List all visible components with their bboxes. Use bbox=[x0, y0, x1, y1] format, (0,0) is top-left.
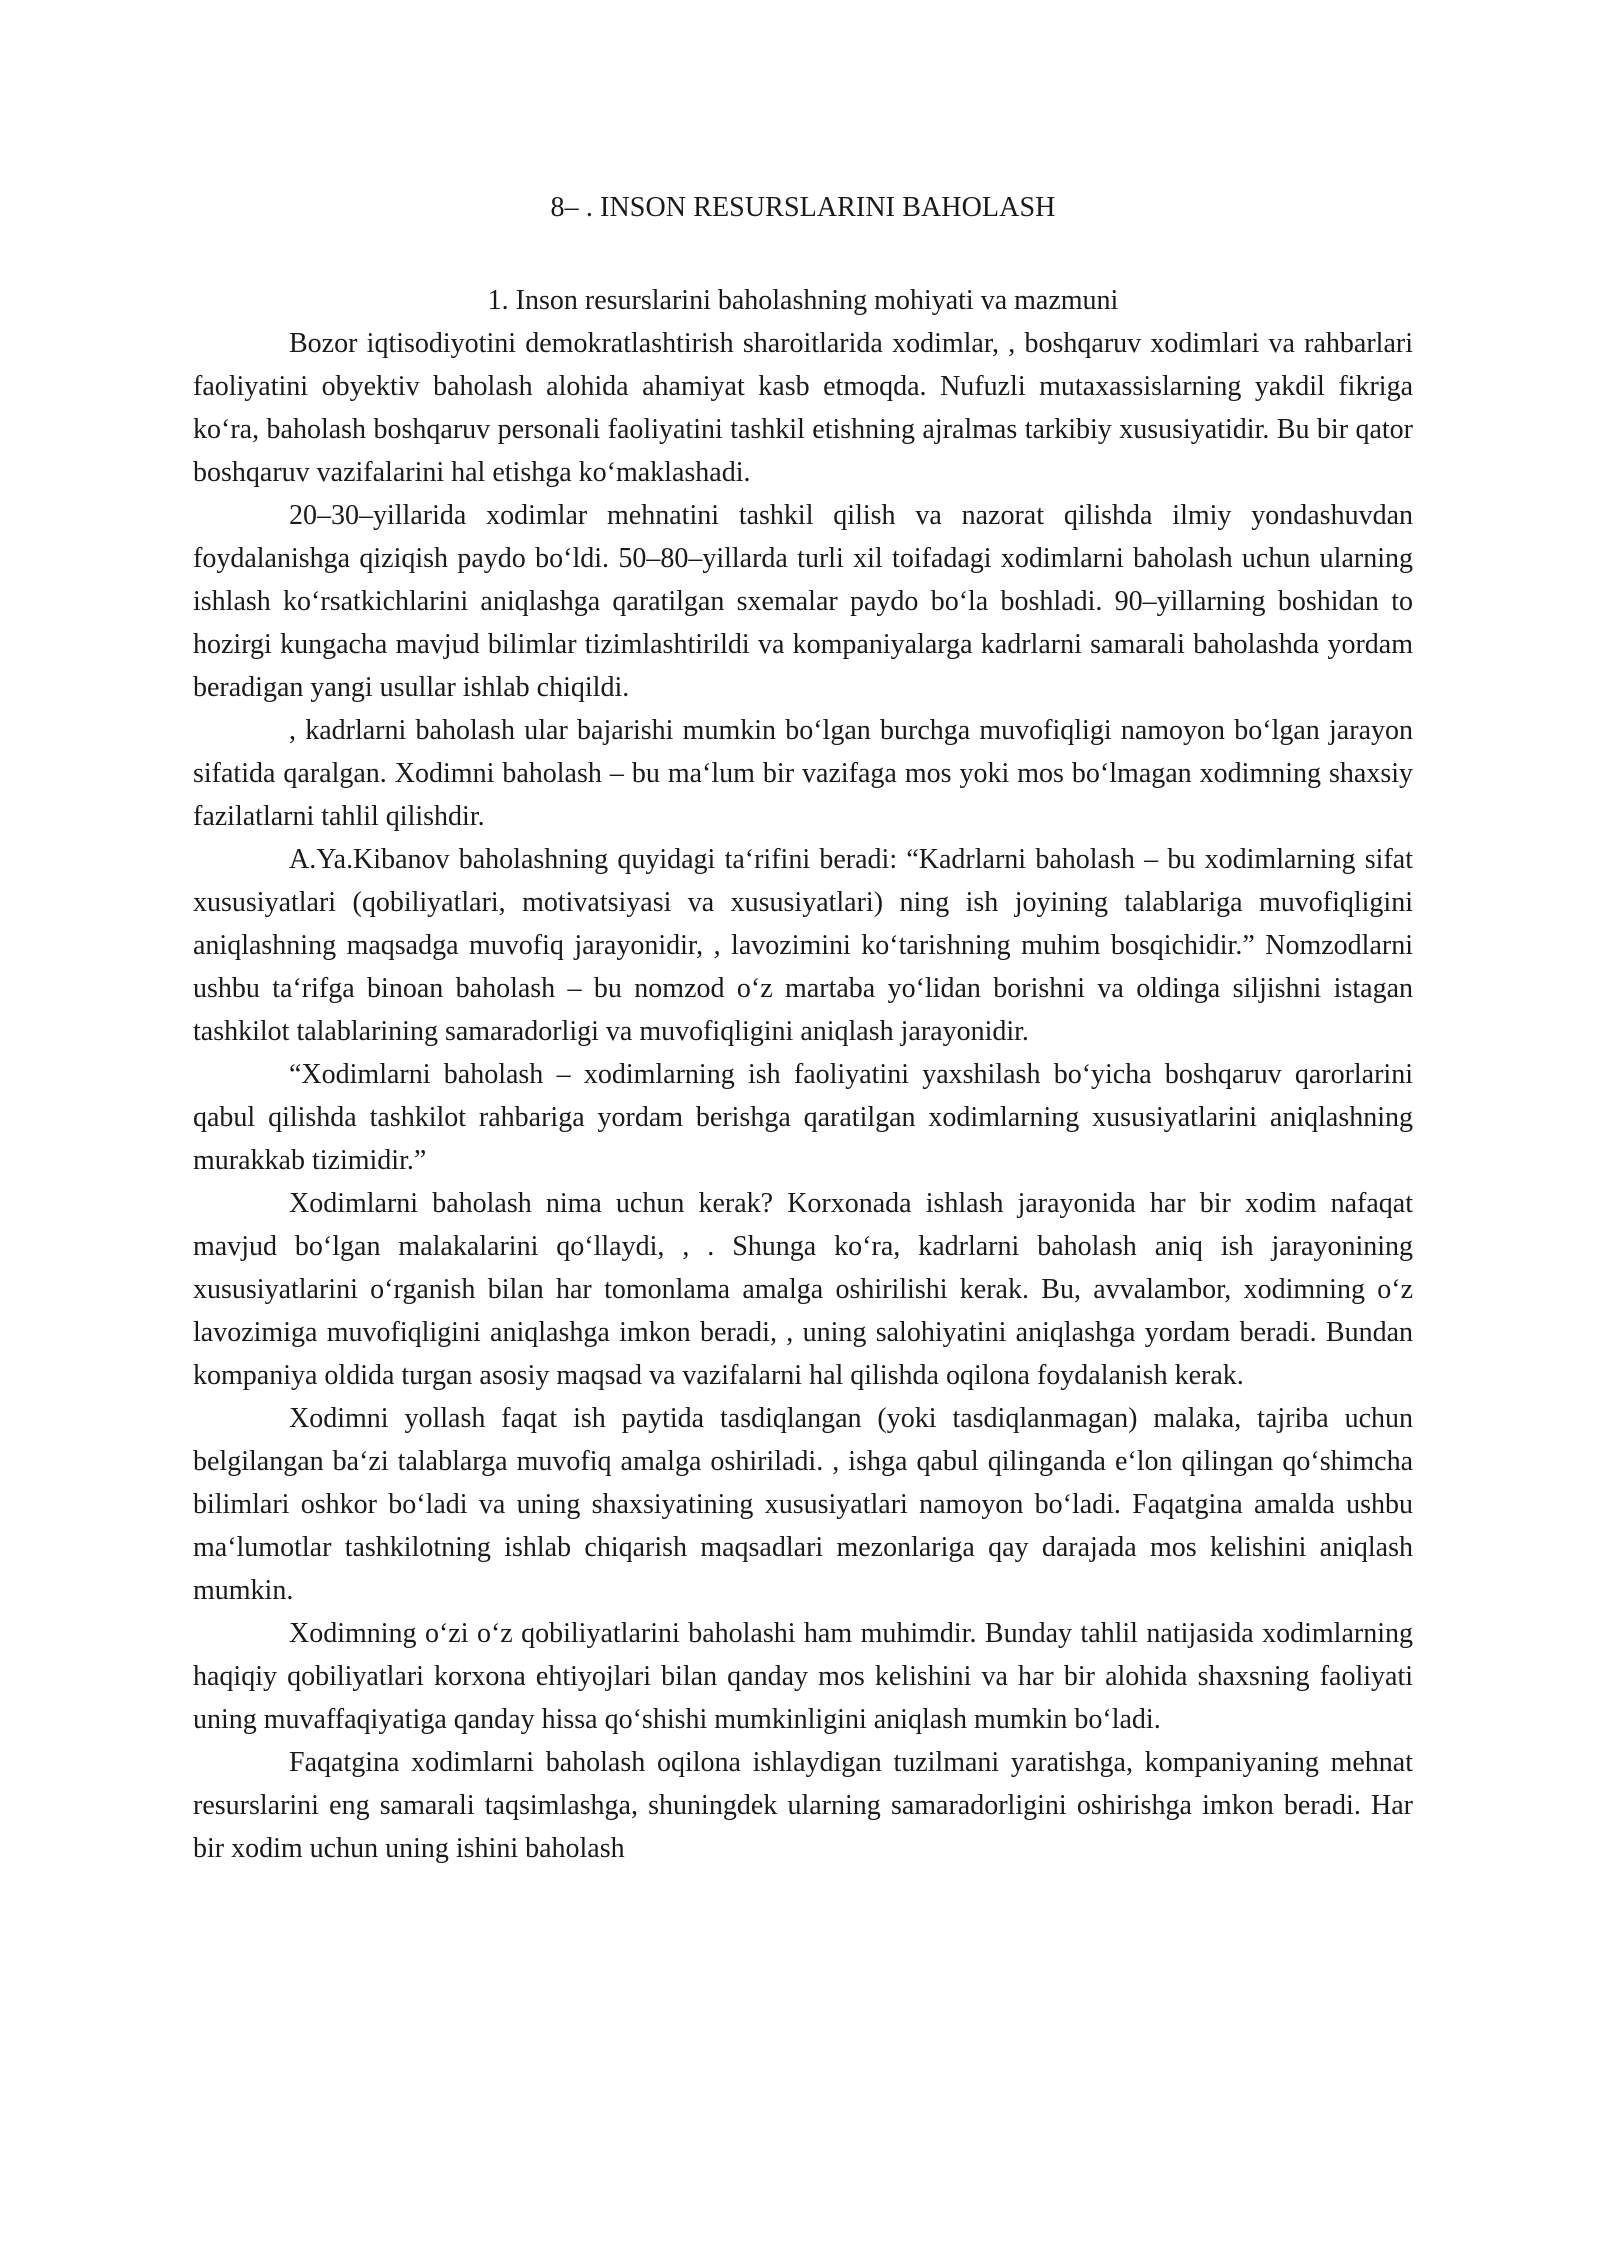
paragraph-6: Xodimlarni baholash nima uchun kerak? Korxonada ishlash jarayonida har bir xodim nafaqat mavjud bo‘lgan malakalarini qo‘llaydi, , . Shunga ko‘ra, kadrlarni baholash aniq ish jarayonining xususiyatlarini o‘rganish bilan har tomonlama amalga oshirilishi kerak. Bu, avvalambor, xodimning o‘z lavozimiga muvofiqligini aniqlashga imkon beradi, , uning salohiyatini aniqlashga yordam beradi. Bundan kompaniya oldida turgan asosiy maqsad va vazifalarni hal qilishda oqilona foydalanish kerak. bbox=[193, 1188, 1413, 1391]
paragraph-1: Bozor iqtisodiyotini demokratlashtirish sharoitlarida xodimlar, , boshqaruv xodimlari va rahbarlari faoliyatini obyektiv baholash alohida ahamiyat kasb etmoqda. Nufuzli mutaxassislarning yakdil fikriga ko‘ra, baholash boshqaruv personali faoliyatini tashkil etishning ajralmas tarkibiy xususiyatidir. Bu bir qator boshqaruv vazifalarini hal etishga ko‘maklashadi. bbox=[193, 328, 1413, 488]
chapter-title: 8– . INSON RESURSLARINI BAHOLASH bbox=[550, 192, 1056, 223]
paragraph-7: Xodimni yollash faqat ish paytida tasdiqlangan (yoki tasdiqlanmagan) malaka, tajriba uchun belgilangan ba‘zi talablarga muvofiq amalga oshiriladi. , ishga qabul qilinganda e‘lon qilingan qo‘shimcha bilimlari oshkor bo‘ladi va uning shaxsiyatining xususiyatlari namoyon bo‘ladi. Faqatgina amalda ushbu ma‘lumotlar tashkilotning ishlab chiqarish maqsadlari mezonlariga qay darajada mos kelishini aniqlash mumkin. bbox=[193, 1403, 1413, 1606]
paragraph-4: A.Ya.Kibanov baholashning quyidagi ta‘rifini beradi: “Kadrlarni baholash – bu xodimlarning sifat xususiyatlari (qobiliyatlari, motivatsiyasi va xususiyatlari) ning ish joyining talablariga muvofiqligini aniqlashning maqsadga muvofiq jarayonidir, , lavozimini ko‘tarishning muhim bosqichidir.” Nomzodlarni ushbu ta‘rifga binoan baholash – bu nomzod o‘z martaba yo‘lidan borishni va oldinga siljishni istagan tashkilot talablarining samaradorligi va muvofiqligini aniqlash jarayonidir. bbox=[193, 844, 1413, 1047]
paragraph-8: Xodimning o‘zi o‘z qobiliyatlarini baholashi ham muhimdir. Bunday tahlil natijasida xodimlarning haqiqiy qobiliyatlari korxona ehtiyojlari bilan qanday mos kelishini va har bir alohida shaxsning faoliyati uning muvaffaqiyatiga qanday hissa qo‘shishi mumkinligini aniqlash mumkin bo‘ladi. bbox=[193, 1618, 1413, 1735]
section-heading: 1. Inson resurslarini baholashning mohiyati va mazmuni bbox=[487, 285, 1119, 316]
document-body bbox=[193, 186, 1413, 1870]
paragraph-2: 20–30–yillarida xodimlar mehnatini tashkil qilish va nazorat qilishda ilmiy yondashuvdan foydalanishga qiziqish paydo bo‘ldi. 50–80–yillarda turli xil toifadagi xodimlarni baholash uchun ularning ishlash ko‘rsatkichlarini aniqlashga qaratilgan sxemalar paydo bo‘la boshladi. 90–yillarning boshidan to hozirgi kungacha mavjud bilimlar tizimlashtirildi va kompaniyalarga kadrlarni samarali baholashda yordam beradigan yangi usullar ishlab chiqildi. bbox=[193, 500, 1413, 703]
paragraph-5: “Xodimlarni baholash – xodimlarning ish faoliyatini yaxshilash bo‘yicha boshqaruv qarorlarini qabul qilishda tashkilot rahbariga yordam berishga qaratilgan xodimlarning xususiyatlarini aniqlashning murakkab tizimidir.” bbox=[193, 1059, 1413, 1176]
paragraph-3: , kadrlarni baholash ular bajarishi mumkin bo‘lgan burchga muvofiqligi namoyon bo‘lgan jarayon sifatida qaralgan. Xodimni baholash – bu ma‘lum bir vazifaga mos yoki mos bo‘lmagan xodimning shaxsiy fazilatlarni tahlil qilishdir. bbox=[193, 715, 1413, 832]
paragraph-9: Faqatgina xodimlarni baholash oqilona ishlaydigan tuzilmani yaratishga, kompaniyaning mehnat resurslarini eng samarali taqsimlashga, shuningdek ularning samaradorligini oshirishga imkon beradi. Har bir xodim uchun uning ishini baholash bbox=[193, 1747, 1413, 1864]
